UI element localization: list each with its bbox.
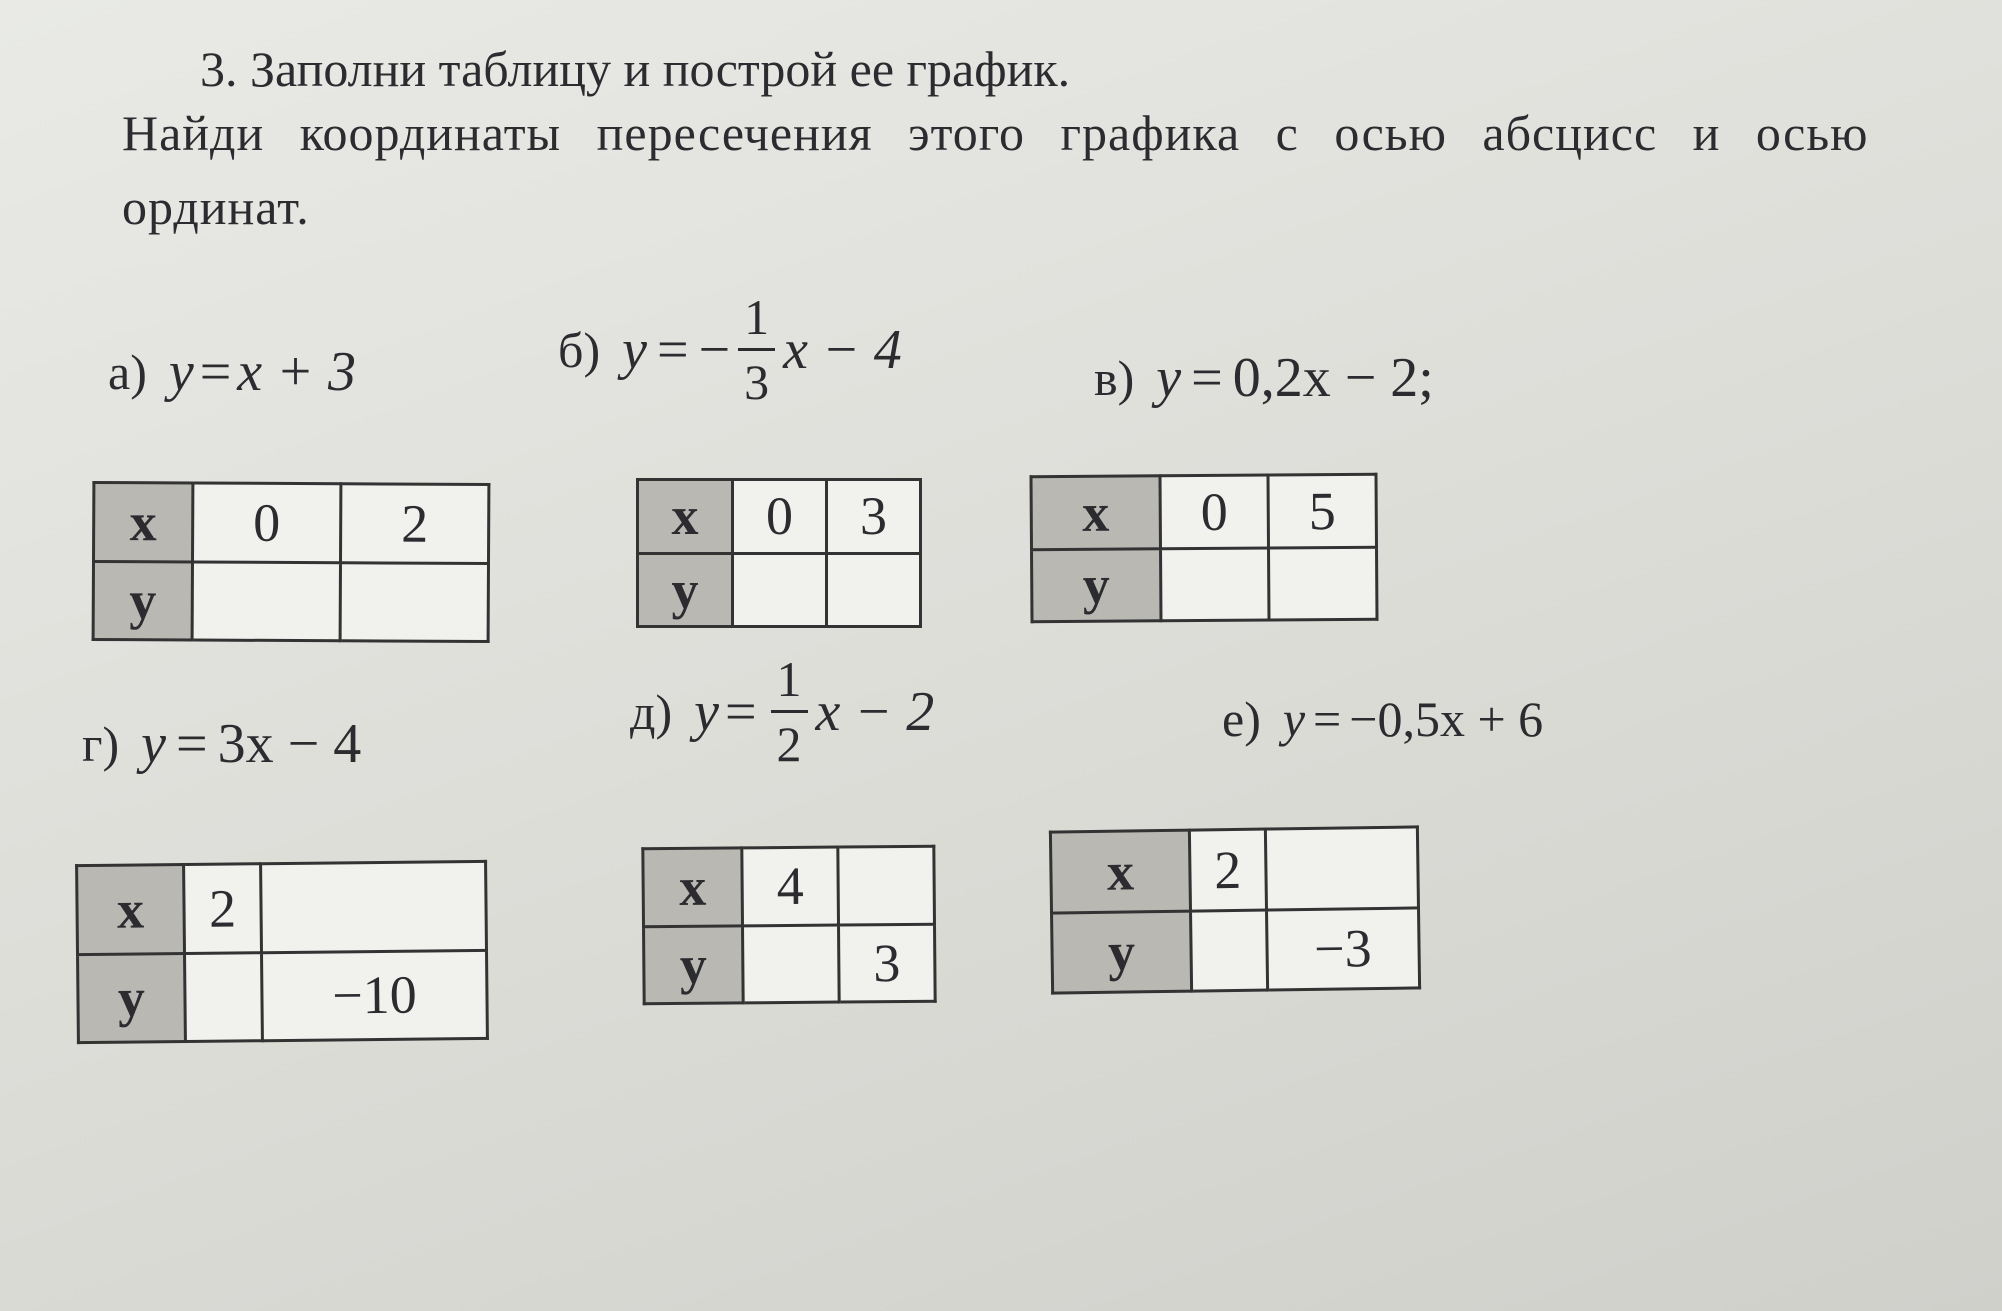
y-label: y bbox=[78, 953, 186, 1043]
table-cell[interactable]: 2 bbox=[184, 864, 262, 953]
table-cell[interactable] bbox=[261, 861, 487, 952]
table-cell[interactable]: 0 bbox=[193, 483, 341, 562]
fraction-denominator: 2 bbox=[776, 716, 802, 772]
equals-sign: = bbox=[199, 341, 232, 403]
table-cell[interactable] bbox=[1161, 548, 1270, 621]
exercise-letter: г) bbox=[82, 716, 120, 772]
value-table-c bbox=[1029, 473, 1378, 623]
table-cell[interactable] bbox=[827, 553, 921, 627]
y-label: y bbox=[1052, 911, 1192, 993]
exercise-letter: в) bbox=[1094, 350, 1135, 406]
table-cell[interactable]: 5 bbox=[1268, 474, 1377, 547]
equation-lhs: y bbox=[1156, 347, 1182, 409]
table-cell[interactable]: 2 bbox=[340, 484, 488, 563]
table-cell[interactable] bbox=[340, 562, 488, 641]
equation-rhs: 3x − 4 bbox=[217, 713, 362, 775]
y-label: y bbox=[1032, 548, 1162, 621]
table-cell[interactable] bbox=[1268, 547, 1377, 620]
equation-rhs: x + 3 bbox=[237, 341, 356, 403]
equation-lhs: y bbox=[168, 341, 194, 403]
equals-sign: = bbox=[1191, 347, 1223, 409]
table-cell[interactable] bbox=[838, 846, 935, 924]
equation-lhs: y bbox=[1282, 691, 1306, 747]
x-label: x bbox=[77, 865, 185, 955]
x-label: x bbox=[1050, 830, 1190, 912]
x-label: x bbox=[94, 482, 193, 561]
equals-sign: = bbox=[176, 713, 208, 775]
table-cell[interactable]: 4 bbox=[742, 847, 839, 925]
fraction bbox=[738, 289, 775, 410]
equation-d bbox=[82, 712, 361, 776]
table-cell[interactable]: 3 bbox=[838, 924, 935, 1002]
equation-b bbox=[558, 289, 902, 410]
equation-e bbox=[630, 651, 935, 772]
equals-sign: = bbox=[724, 680, 757, 743]
table-cell[interactable]: 0 bbox=[733, 480, 827, 554]
fraction-denominator: 3 bbox=[744, 354, 770, 410]
table-cell[interactable]: 3 bbox=[827, 480, 921, 554]
value-table-e bbox=[641, 845, 936, 1006]
minus-sign: − bbox=[698, 318, 731, 381]
table-cell[interactable] bbox=[733, 553, 827, 627]
equation-lhs: y bbox=[694, 680, 719, 743]
table-cell[interactable]: −3 bbox=[1266, 907, 1420, 990]
fraction-numerator: 1 bbox=[738, 292, 775, 351]
equation-rhs: x − 4 bbox=[783, 318, 902, 381]
exercise-letter: б) bbox=[558, 321, 601, 378]
value-table-a bbox=[92, 481, 491, 643]
equals-sign: = bbox=[656, 318, 689, 381]
equation-lhs: y bbox=[622, 318, 647, 381]
table-cell[interactable] bbox=[743, 925, 840, 1003]
y-label: y bbox=[644, 925, 744, 1003]
exercise-letter: д) bbox=[630, 683, 673, 740]
table-cell[interactable]: −10 bbox=[262, 950, 488, 1041]
equation-f bbox=[1222, 690, 1543, 748]
value-table-d bbox=[75, 860, 489, 1044]
task-instruction-line-2: ординат. bbox=[122, 179, 310, 235]
x-label: x bbox=[638, 480, 733, 554]
table-cell[interactable]: 0 bbox=[1160, 475, 1269, 548]
fraction bbox=[771, 651, 808, 772]
exercise-letter: а) bbox=[108, 344, 147, 400]
equation-rhs: 0,2x − 2; bbox=[1232, 347, 1434, 409]
equation-rhs: −0,5x + 6 bbox=[1349, 691, 1544, 747]
equation-rhs: x − 2 bbox=[815, 680, 935, 743]
y-label: y bbox=[638, 553, 733, 627]
task-title: 3. Заполни таблицу и построй ее график. bbox=[200, 41, 1071, 97]
table-cell[interactable] bbox=[185, 952, 263, 1041]
table-cell[interactable] bbox=[1191, 910, 1268, 992]
task-instruction-line-1: Найди координаты пересечения этого графика с осью абсцисс и осью bbox=[122, 105, 1869, 161]
x-label: x bbox=[1031, 476, 1161, 549]
value-table-b bbox=[636, 478, 922, 628]
equation-c bbox=[1094, 346, 1434, 410]
y-label: y bbox=[93, 561, 192, 640]
exercise-letter: е) bbox=[1222, 691, 1261, 747]
fraction-numerator: 1 bbox=[771, 654, 808, 713]
table-cell[interactable]: 2 bbox=[1189, 829, 1266, 911]
table-cell[interactable] bbox=[192, 561, 340, 640]
equation-lhs: y bbox=[141, 713, 167, 775]
table-cell[interactable] bbox=[1265, 827, 1419, 910]
value-table-f bbox=[1049, 825, 1421, 994]
equation-a bbox=[108, 340, 356, 404]
x-label: x bbox=[643, 848, 743, 926]
equals-sign: = bbox=[1313, 691, 1342, 747]
